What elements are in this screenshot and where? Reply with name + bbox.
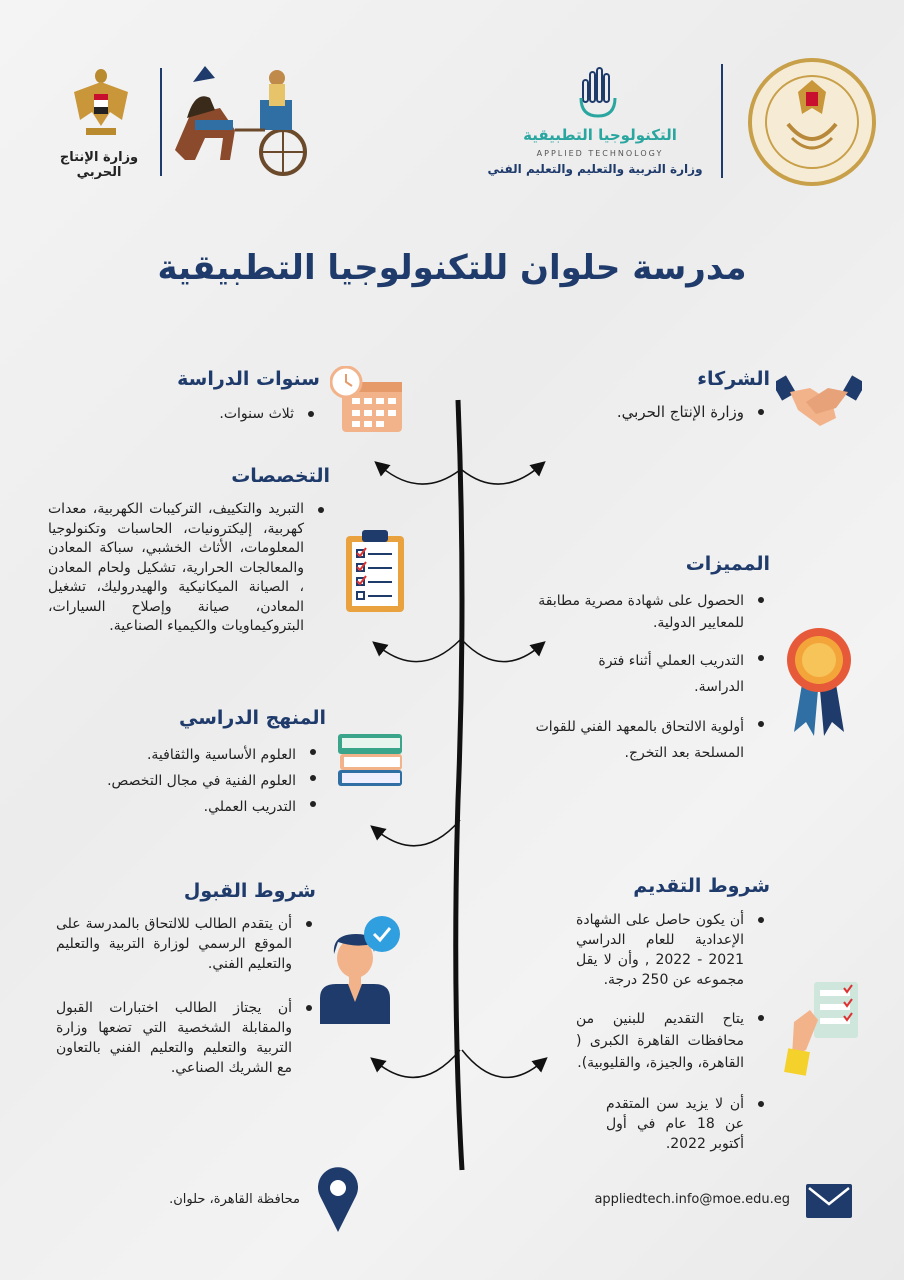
application-heading: شروط التقديم — [633, 875, 770, 897]
partners-heading: الشركاء — [697, 368, 770, 390]
envelope-icon — [806, 1184, 852, 1218]
list-item: ثلاث سنوات. — [110, 404, 320, 424]
medal-icon — [784, 628, 854, 738]
list-item: التدريب العملي أثناء فترة الدراسة. — [490, 648, 770, 700]
list-item: الحصول على شهادة مصرية مطابقة للمعايير الدولية. — [490, 590, 770, 634]
list-item: أن يكون حاصل على الشهادة الإعدادية للعام الدراسي 2021 - 2022 , وأن لا يقل مجموعه عن 250 درجة. — [576, 910, 770, 990]
location-pin-icon — [316, 1166, 360, 1234]
specializations-heading: التخصصات — [231, 465, 330, 487]
list-item: العلوم الأساسية والثقافية. — [60, 742, 322, 768]
applied-tech-en: APPLIED TECHNOLOGY — [536, 149, 664, 158]
list-item: التدريب العملي. — [60, 794, 322, 820]
location-text: محافظة القاهرة، حلوان. — [169, 1192, 300, 1207]
study-years-list — [110, 404, 320, 424]
admission-list — [56, 914, 318, 1078]
ministry-edu-label: وزارة التربية والتعليم والتعليم الفني — [487, 162, 703, 176]
email-link[interactable]: appliedtech.info@moe.edu.eg — [594, 1192, 790, 1207]
handshake-icon — [776, 368, 862, 432]
admission-heading: شروط القبول — [183, 880, 316, 902]
list-item: أن يتقدم الطالب للالتحاق بالمدرسة على الموقع الرسمي لوزارة التربية والتعليم والتعليم الفني. — [56, 914, 318, 974]
specializations-text — [48, 500, 330, 637]
applied-tech-ar: التكنولوجيا التطبيقية — [523, 126, 677, 144]
curriculum-list — [60, 742, 322, 820]
list-item: أولوية الالتحاق بالمعهد الفني للقوات المسلحة بعد التخرج. — [490, 714, 770, 766]
student-check-icon — [316, 912, 404, 1024]
partners-list — [520, 402, 770, 422]
calendar-clock-icon — [330, 366, 404, 434]
curriculum-heading: المنهج الدراسي — [179, 707, 326, 729]
list-item: أن لا يزيد سن المتقدم عن 18 عام في أول أكتوبر 2022. — [576, 1094, 770, 1154]
features-list — [490, 590, 770, 766]
list-item: التبريد والتكييف، التركيبات الكهربية، معدات كهربية، إليكترونيات، الحاسبات وتكنولوجيا المعلومات، الأثاث الخشبي، سباكة المعادن والمعالجات الحرارية، تشكيل ولحام المعادن ، الصيانة الميكانيكية والهيدروليك، تشغيل المعادن، صيانة وإصلاح السيارات، البتروكيماويات والكيمياء الصناعية. — [48, 500, 330, 637]
study-years-heading: سنوات الدراسة — [177, 368, 320, 390]
application-list — [576, 910, 770, 1154]
features-heading: المميزات — [685, 553, 770, 575]
checklist-hand-icon — [780, 980, 860, 1076]
list-item: وزارة الإنتاج الحربي. — [520, 402, 770, 422]
page-title: مدرسة حلوان للتكنولوجيا التطبيقية — [157, 248, 747, 288]
military-ministry-label: وزارة الإنتاج الحربي — [59, 150, 139, 180]
list-item: يتاح التقديم للبنين من محافظات القاهرة الكبرى ( القاهرة، والجيزة، والقليوبية). — [576, 1008, 770, 1074]
books-icon — [336, 730, 406, 788]
clipboard-icon — [344, 528, 406, 614]
specializations-list — [48, 500, 330, 637]
list-item: أن يجتاز الطالب اختبارات القبول والمقابلة الشخصية التي تضعها وزارة التربية والتعليم والتعليم الفني بالتعاون مع الشريك الصناعي. — [56, 998, 318, 1078]
list-item: العلوم الفنية في مجال التخصص. — [60, 768, 322, 794]
